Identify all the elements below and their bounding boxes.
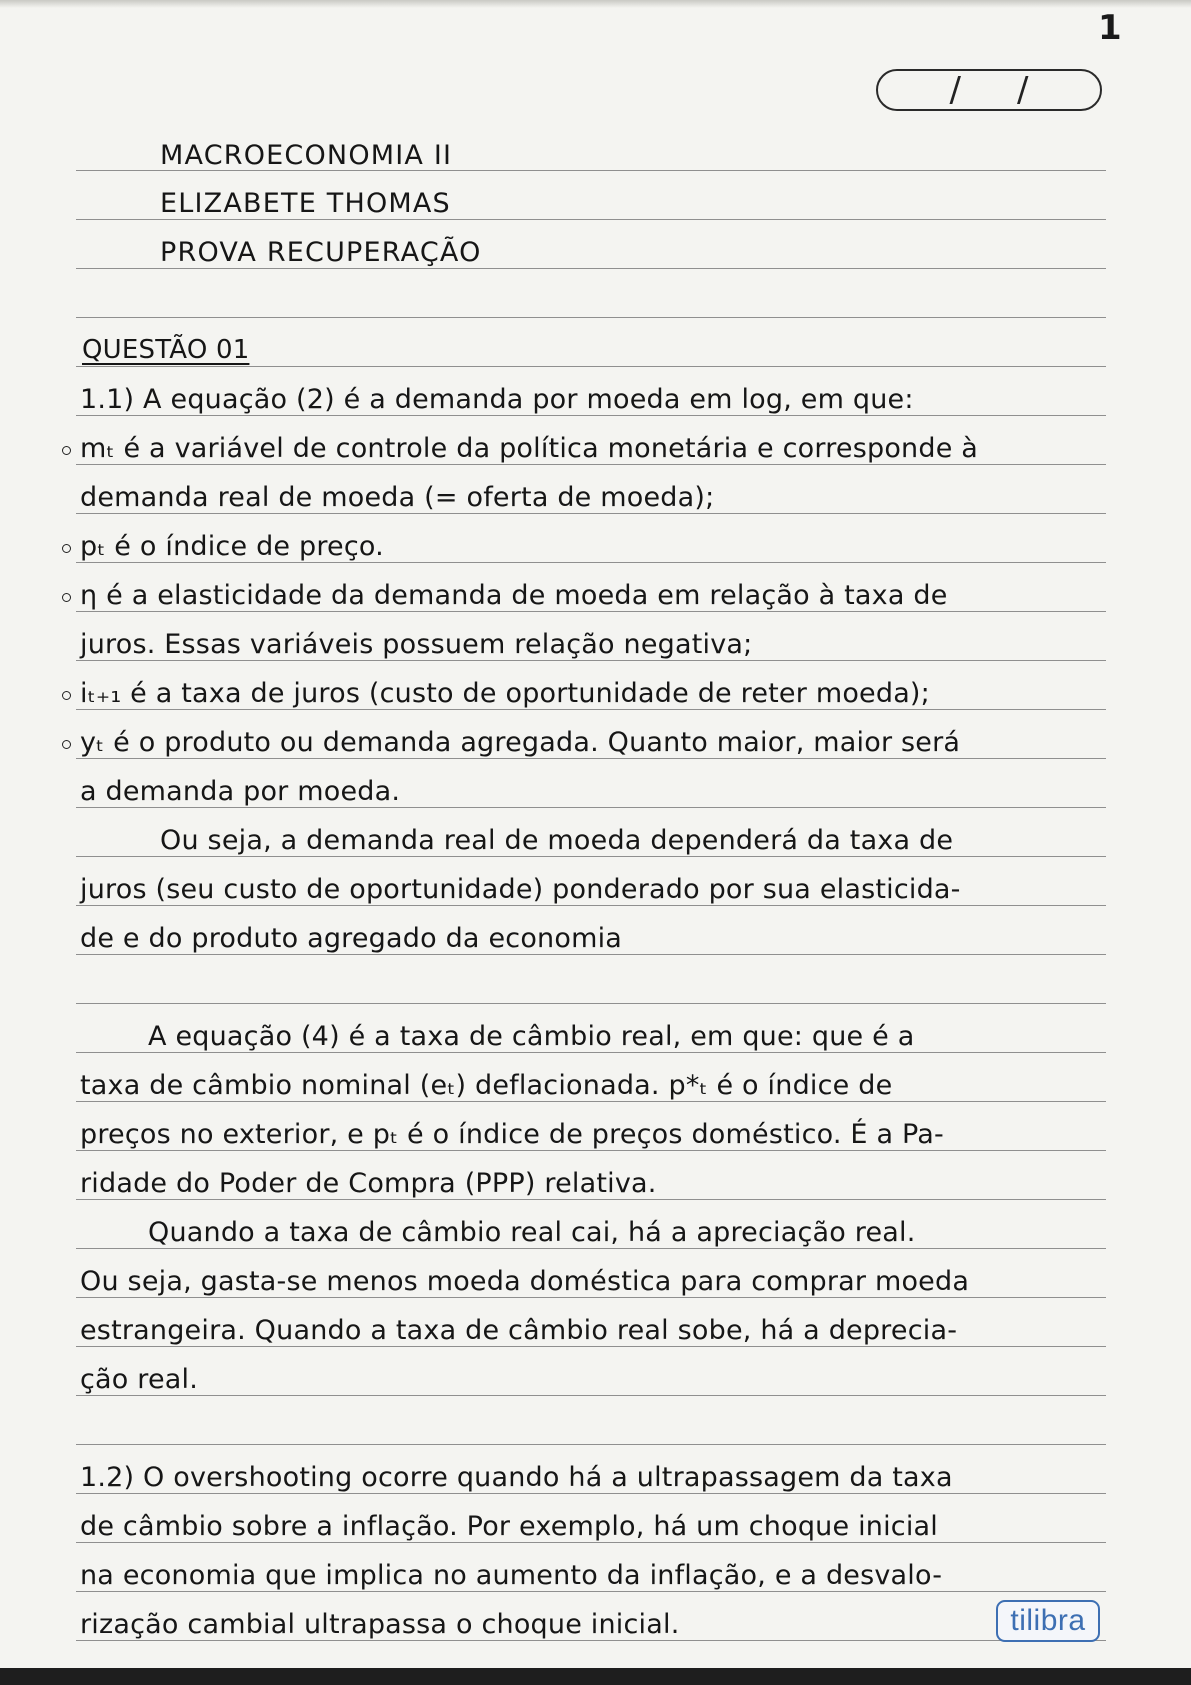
exam-title: PROVA RECUPERAÇÃO <box>160 237 482 268</box>
text-line: ridade do Poder de Compra (PPP) relativa. <box>80 1168 657 1199</box>
text-line: η é a elasticidade da demanda de moeda em relação à taxa de <box>80 580 948 611</box>
text-line: A equação (4) é a taxa de câmbio real, em que: que é a <box>148 1021 915 1052</box>
ruled-line <box>76 1297 1106 1298</box>
ruled-line <box>76 709 1106 710</box>
ruled-line <box>76 1444 1106 1445</box>
bullet-point <box>62 593 71 602</box>
page-number: 1 <box>1098 8 1122 48</box>
ruled-line <box>76 268 1106 269</box>
date-separator: / <box>1017 70 1029 110</box>
text-line: estrangeira. Quando a taxa de câmbio real sobe, há a deprecia- <box>80 1315 958 1346</box>
ruled-line <box>76 1640 1106 1641</box>
text-line: Ou seja, a demanda real de moeda dependerá da taxa de <box>160 825 954 856</box>
text-line: iₜ₊₁ é a taxa de juros (custo de oportunidade de reter moeda); <box>80 678 930 709</box>
text-line: mₜ é a variável de controle da política monetária e corresponde à <box>80 433 979 464</box>
bullet-point <box>62 691 71 700</box>
ruled-line <box>76 1248 1106 1249</box>
ruled-line <box>76 1542 1106 1543</box>
text-line: taxa de câmbio nominal (eₜ) deflacionada. p*ₜ é o índice de <box>80 1070 893 1101</box>
page-bottom-edge <box>0 1668 1191 1685</box>
ruled-line <box>76 1591 1106 1592</box>
ruled-line <box>76 219 1106 220</box>
ruled-line <box>76 415 1106 416</box>
bullet-point <box>62 446 71 455</box>
date-box <box>876 69 1102 111</box>
logo-text: tilibra <box>1010 1604 1086 1637</box>
bullet-point <box>62 544 71 553</box>
text-line: preços no exterior, e pₜ é o índice de preços doméstico. É a Pa- <box>80 1119 944 1150</box>
ruled-line <box>76 807 1106 808</box>
ruled-line <box>76 562 1106 563</box>
text-line: 1.1) A equação (2) é a demanda por moeda em log, em que: <box>80 384 914 415</box>
ruled-line <box>76 1052 1106 1053</box>
text-line: Quando a taxa de câmbio real cai, há a apreciação real. <box>148 1217 916 1248</box>
text-line: juros. Essas variáveis possuem relação negativa; <box>80 629 753 660</box>
ruled-line <box>76 954 1106 955</box>
ruled-line <box>76 1003 1106 1004</box>
text-line: juros (seu custo de oportunidade) ponderado por sua elasticida- <box>80 874 961 905</box>
ruled-line <box>76 317 1106 318</box>
page-top-edge <box>0 0 1191 8</box>
question-heading: QUESTÃO 01 <box>82 335 250 365</box>
date-separator: / <box>949 70 961 110</box>
text-line: Ou seja, gasta-se menos moeda doméstica para comprar moeda <box>80 1266 970 1297</box>
text-line: de e do produto agregado da economia <box>80 923 623 954</box>
text-line: rização cambial ultrapassa o choque inicial. <box>80 1609 680 1640</box>
text-line: yₜ é o produto ou demanda agregada. Quanto maior, maior será <box>80 727 961 758</box>
ruled-line <box>76 464 1106 465</box>
teacher-name: ELIZABETE THOMAS <box>160 188 451 219</box>
ruled-line <box>76 611 1106 612</box>
ruled-line <box>76 1395 1106 1396</box>
tilibra-logo <box>996 1600 1100 1642</box>
text-line: 1.2) O overshooting ocorre quando há a ultrapassagem da taxa <box>80 1462 953 1493</box>
ruled-line <box>76 1493 1106 1494</box>
course-title: MACROECONOMIA II <box>160 140 453 171</box>
ruled-line <box>76 1101 1106 1102</box>
bullet-point <box>62 740 71 749</box>
text-line: pₜ é o índice de preço. <box>80 531 384 562</box>
text-line: de câmbio sobre a inflação. Por exemplo, há um choque inicial <box>80 1511 938 1542</box>
text-line: demanda real de moeda (= oferta de moeda); <box>80 482 715 513</box>
ruled-line <box>76 1199 1106 1200</box>
text-line: a demanda por moeda. <box>80 776 401 807</box>
ruled-line <box>76 1346 1106 1347</box>
ruled-line <box>76 660 1106 661</box>
text-line: ção real. <box>80 1364 199 1395</box>
ruled-line <box>76 905 1106 906</box>
ruled-line <box>76 1150 1106 1151</box>
ruled-line <box>76 758 1106 759</box>
ruled-line <box>76 856 1106 857</box>
text-line: na economia que implica no aumento da inflação, e a desvalo- <box>80 1560 943 1591</box>
ruled-line <box>76 513 1106 514</box>
ruled-line <box>76 366 1106 367</box>
